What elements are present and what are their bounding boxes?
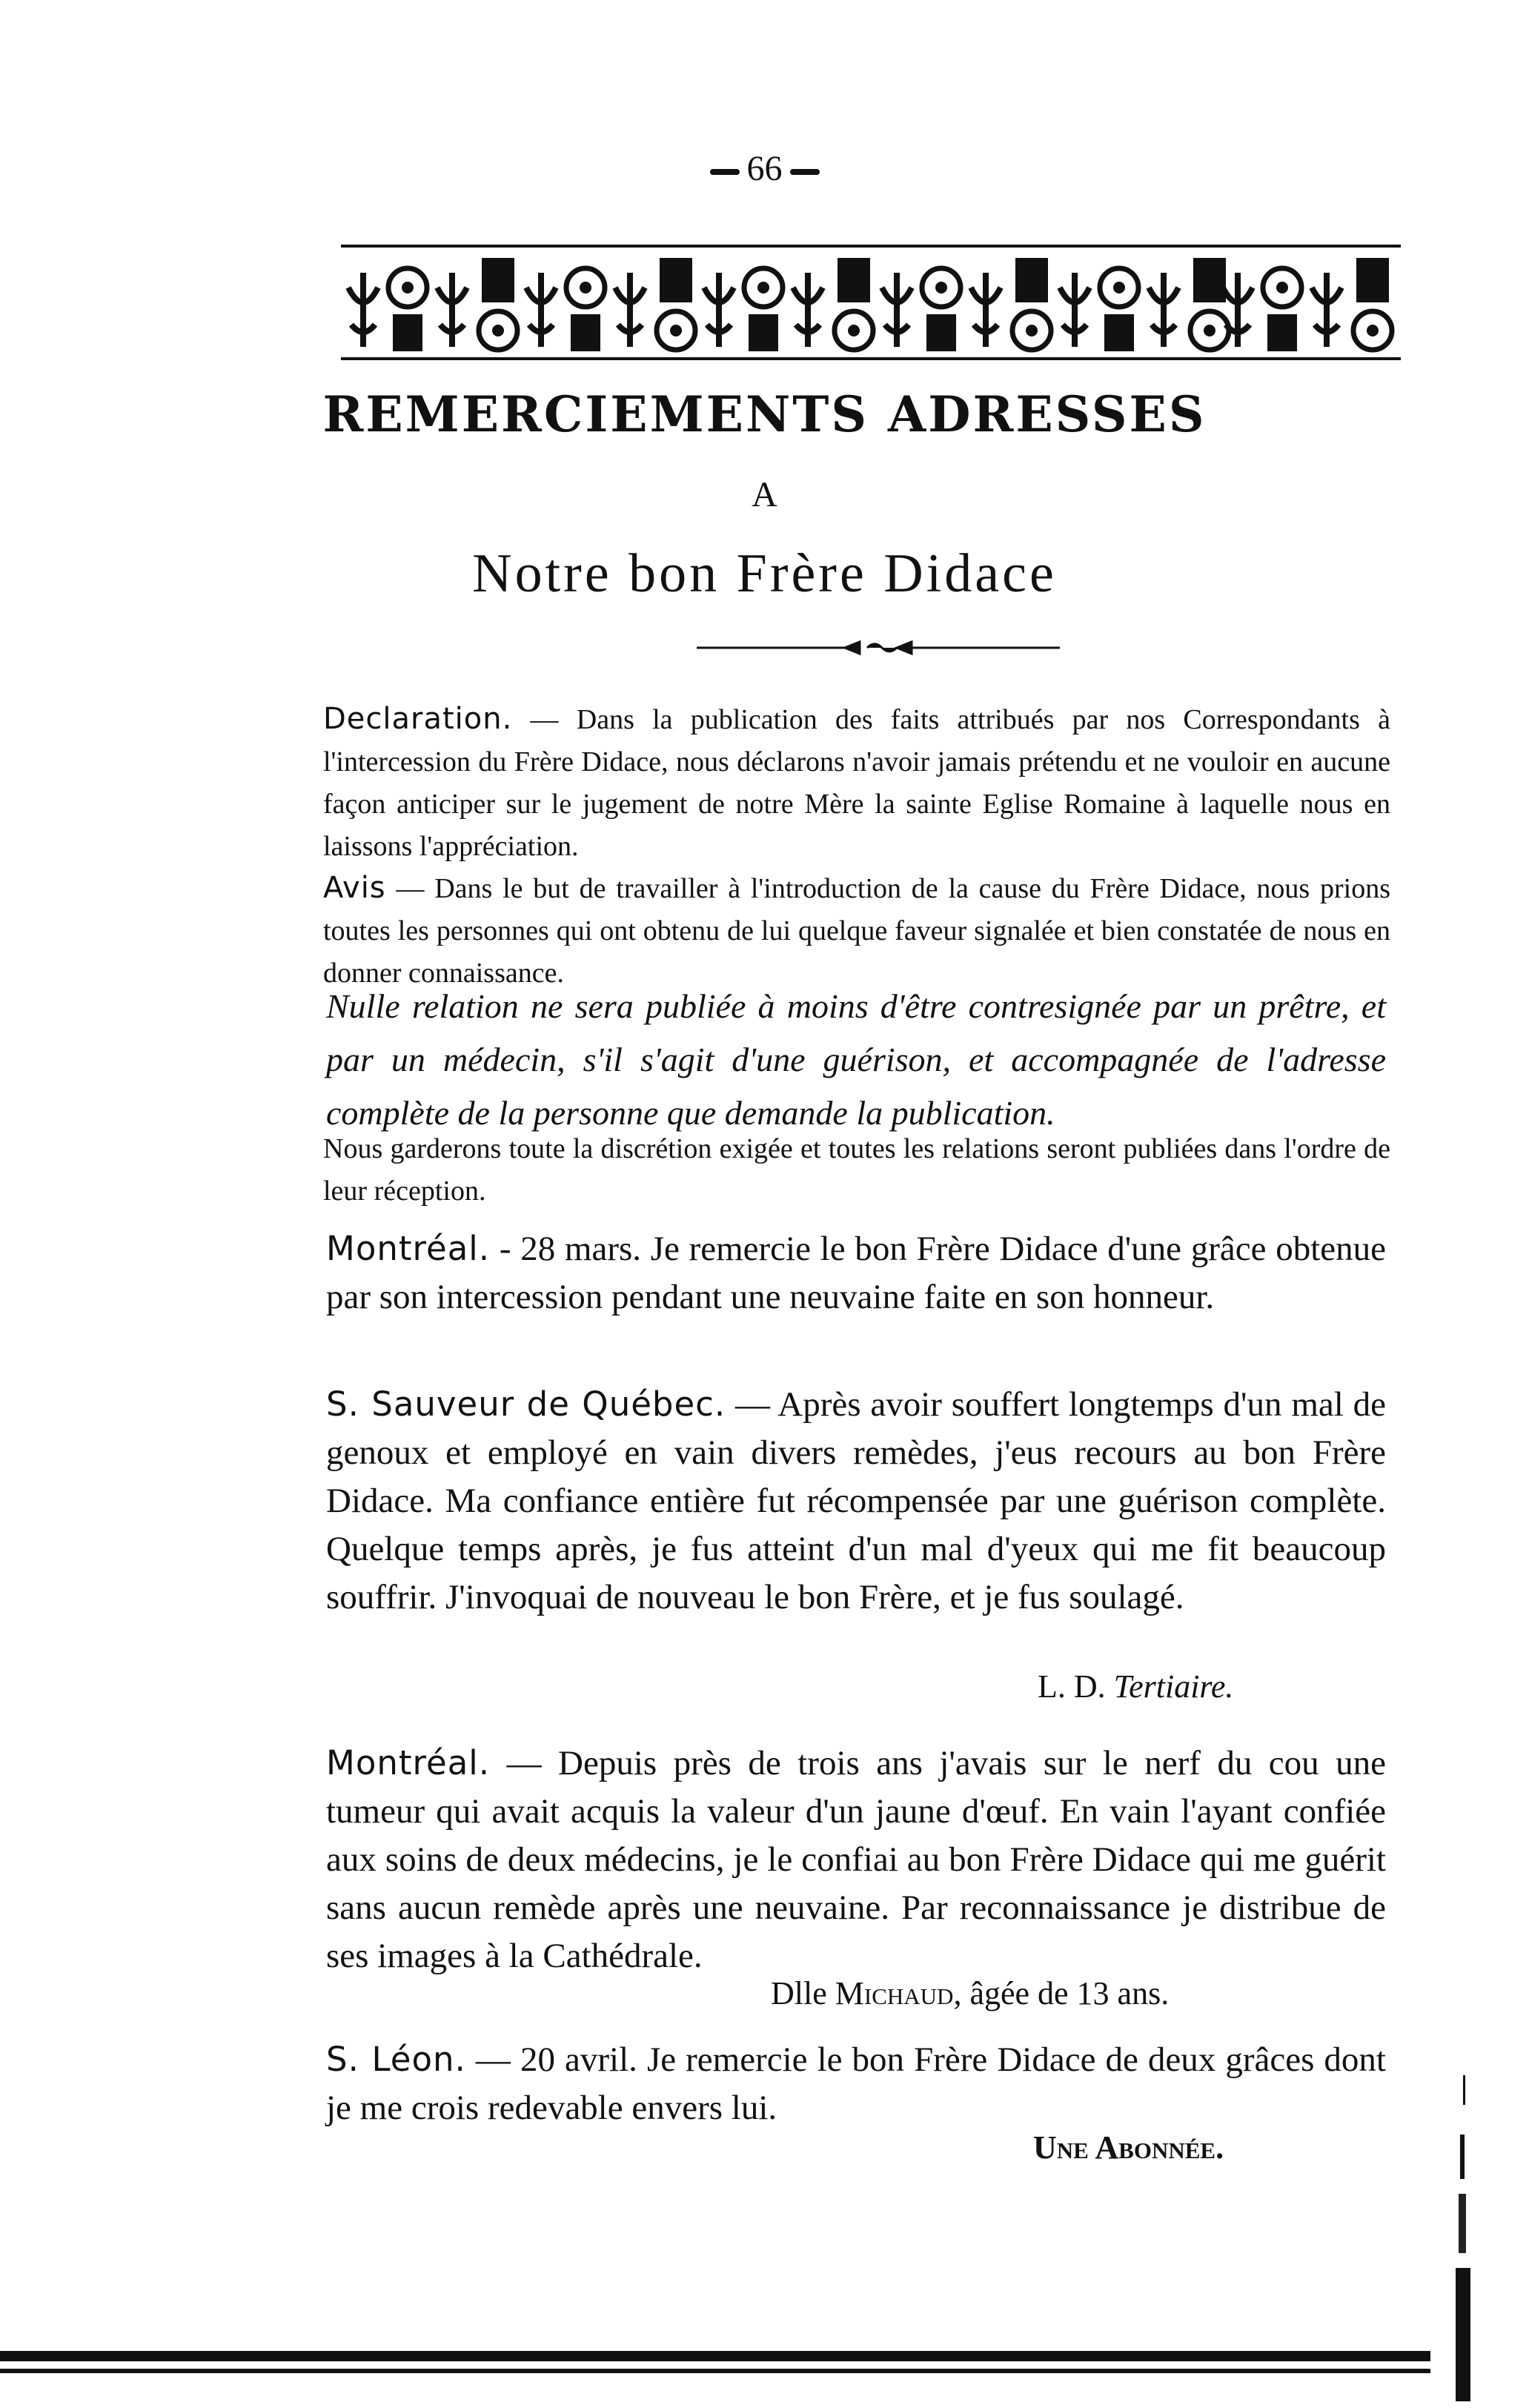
decorative-floral-border [341, 243, 1401, 362]
testimony-place: S. Sauveur de Québec. [326, 1384, 726, 1424]
testimony-place: Montréal. [326, 1229, 491, 1268]
bottom-rule-thin [0, 2369, 1430, 2373]
testimony-text: — Depuis près de trois ans j'avais sur le nerf du cou une tumeur qui avait acquis la valeur d'un jaune d'œuf. En vain l'ayant confiée aux soins de deux médecins, je le confiai au bon Frère Didace qui me guérit sans aucun remède après une neuvaine. Par reconnaissance je distribue de ses images à la Cathédrale. [326, 1744, 1386, 1975]
page-title: REMERCIEMENTS ADRESSES [322, 385, 1207, 443]
page-number-left-dash [710, 169, 740, 175]
bottom-rule-thick [0, 2351, 1430, 2361]
signature-michaud [771, 1974, 1169, 2012]
signature-role: Tertiaire. [1113, 1668, 1234, 1705]
testimony-saint-leon [326, 2035, 1386, 2132]
signature-name: Michaud [835, 1975, 954, 2011]
declaration-lead: Declaration. [323, 702, 513, 736]
testimony-place: S. Léon. [326, 2040, 466, 2079]
signature-suffix: , âgée de 13 ans. [953, 1975, 1170, 2011]
publication-conditions: Nulle relation ne sera publiée à moins d'être contresignée par un prêtre, et par un médecin, s'il s'agit d'une guérison, et accompagnée de l'adresse complète de la personne que demande la publication. [326, 987, 1386, 1132]
ornament-tile [348, 258, 517, 351]
testimony-montreal-1 [326, 1224, 1386, 1321]
signature-abonnee: Une Abonnée. [1033, 2129, 1224, 2166]
scan-edge-marks [1453, 2075, 1482, 2401]
signature-initials: L. D. [1038, 1668, 1106, 1705]
declaration-text: — Dans la publication des faits attribués par nos Correspondants à l'intercession du Frère Didace, nous déclarons n'avoir jamais prétendu et ne vouloir en aucune façon anticiper sur le jugement de notre Mère la sainte Eglise Romaine à laquelle nous en laissons l'appréciation. [323, 704, 1390, 862]
testimony-text: — 20 avril. Je remercie le bon Frère Didace de deux grâces dont je me crois redevable envers lui. [326, 2040, 1386, 2127]
discretion-notice: Nous garderons toute la discrétion exigée et toutes les relations seront publiées dans l'ordre de leur réception. [323, 1133, 1390, 1207]
page-subtitle: Notre bon Frère Didace [472, 543, 1057, 604]
testimony-text: - 28 mars. Je remercie le bon Frère Didace d'une grâce obtenue par son intercession pendant une neuvaine faite en son honneur. [326, 1230, 1386, 1316]
title-connector: A [752, 475, 777, 514]
testimony-place: Montréal. [326, 1743, 491, 1782]
avis-text: — Dans le but de travailler à l'introduction de la cause du Frère Didace, nous prions toutes les personnes qui ont obtenu de lui quelque faveur signalée et bien constatée de nous en donner connaissance. [323, 873, 1390, 989]
page-number [0, 148, 1529, 189]
testimony-saint-sauveur [326, 1380, 1386, 1622]
signature-ld [1038, 1668, 1233, 1705]
testimony-text: — Après avoir souffert longtemps d'un mal de genoux et employé en vain divers remèdes, j'eus recours au bon Frère Didace. Ma confiance entière fut récompensée par une guérison complète. Quelque temps après, je fus atteint d'un mal d'yeux qui me fit beaucoup souffrir. J'invoquai de nouveau le bon Frère, et je fus soulagé. [326, 1385, 1387, 1616]
page-number-text: 66 [746, 149, 783, 188]
divider-ornament [697, 639, 1060, 657]
avis-notice [323, 867, 1390, 995]
testimony-montreal-2 [326, 1739, 1386, 1980]
signature-prefix: Dlle [771, 1975, 827, 2011]
avis-lead: Avis [323, 871, 386, 905]
page-number-right-dash [790, 169, 820, 175]
declaration-notice [323, 698, 1390, 868]
